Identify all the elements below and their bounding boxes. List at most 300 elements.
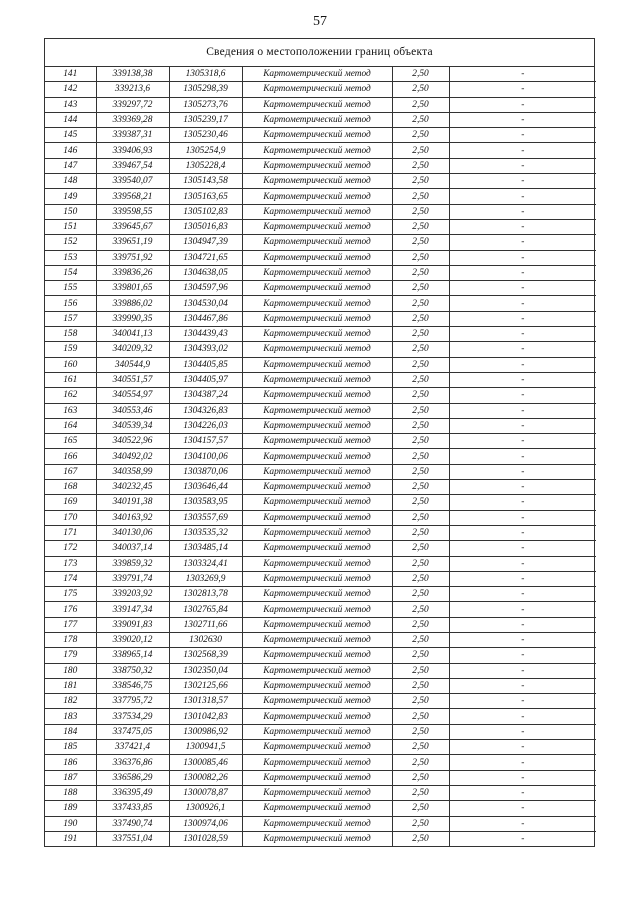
- method-cell: Картометрический метод: [242, 541, 392, 556]
- note-cell: -: [449, 663, 596, 678]
- note-cell: -: [449, 755, 596, 770]
- y-coordinate-cell: 1305239,17: [169, 112, 242, 127]
- note-cell: -: [449, 143, 596, 158]
- method-cell: Картометрический метод: [242, 189, 392, 204]
- point-number-cell: 148: [45, 174, 96, 189]
- method-cell: Картометрический метод: [242, 112, 392, 127]
- y-coordinate-cell: 1305102,83: [169, 204, 242, 219]
- point-number-cell: 176: [45, 602, 96, 617]
- table-row: [45, 128, 596, 143]
- y-coordinate-cell: 1302813,78: [169, 587, 242, 602]
- accuracy-cell: 2,50: [392, 82, 449, 97]
- y-coordinate-cell: 1304157,57: [169, 434, 242, 449]
- y-coordinate-cell: 1303870,06: [169, 464, 242, 479]
- table-row: [45, 434, 596, 449]
- y-coordinate-cell: 1300941,5: [169, 740, 242, 755]
- accuracy-cell: 2,50: [392, 403, 449, 418]
- accuracy-cell: 2,50: [392, 235, 449, 250]
- accuracy-cell: 2,50: [392, 694, 449, 709]
- accuracy-cell: 2,50: [392, 449, 449, 464]
- table-row: [45, 816, 596, 831]
- table-row: [45, 250, 596, 265]
- x-coordinate-cell: 339467,54: [96, 158, 169, 173]
- x-coordinate-cell: 339297,72: [96, 97, 169, 112]
- y-coordinate-cell: 1300082,26: [169, 770, 242, 785]
- method-cell: Картометрический метод: [242, 250, 392, 265]
- y-coordinate-cell: 1304393,02: [169, 342, 242, 357]
- accuracy-cell: 2,50: [392, 357, 449, 372]
- y-coordinate-cell: 1303269,9: [169, 571, 242, 586]
- note-cell: -: [449, 204, 596, 219]
- accuracy-cell: 2,50: [392, 632, 449, 647]
- x-coordinate-cell: 340130,06: [96, 525, 169, 540]
- method-cell: Картометрический метод: [242, 418, 392, 433]
- note-cell: -: [449, 403, 596, 418]
- note-cell: -: [449, 785, 596, 800]
- table-row: [45, 556, 596, 571]
- table-row: [45, 67, 596, 82]
- point-number-cell: 144: [45, 112, 96, 127]
- method-cell: Картометрический метод: [242, 602, 392, 617]
- accuracy-cell: 2,50: [392, 525, 449, 540]
- accuracy-cell: 2,50: [392, 480, 449, 495]
- y-coordinate-cell: 1305230,46: [169, 128, 242, 143]
- table-row: [45, 372, 596, 387]
- table-row: [45, 663, 596, 678]
- y-coordinate-cell: 1303535,32: [169, 525, 242, 540]
- point-number-cell: 143: [45, 97, 96, 112]
- note-cell: -: [449, 434, 596, 449]
- method-cell: Картометрический метод: [242, 816, 392, 831]
- table-row: [45, 541, 596, 556]
- method-cell: Картометрический метод: [242, 235, 392, 250]
- accuracy-cell: 2,50: [392, 740, 449, 755]
- note-cell: -: [449, 740, 596, 755]
- table-row: [45, 281, 596, 296]
- method-cell: Картометрический метод: [242, 495, 392, 510]
- point-number-cell: 153: [45, 250, 96, 265]
- accuracy-cell: 2,50: [392, 112, 449, 127]
- table-row: [45, 831, 596, 846]
- method-cell: Картометрический метод: [242, 327, 392, 342]
- table-row: [45, 480, 596, 495]
- y-coordinate-cell: 1304947,39: [169, 235, 242, 250]
- accuracy-cell: 2,50: [392, 571, 449, 586]
- x-coordinate-cell: 337534,29: [96, 709, 169, 724]
- point-number-cell: 146: [45, 143, 96, 158]
- note-cell: -: [449, 418, 596, 433]
- method-cell: Картометрический метод: [242, 480, 392, 495]
- point-number-cell: 171: [45, 525, 96, 540]
- y-coordinate-cell: 1303557,69: [169, 510, 242, 525]
- y-coordinate-cell: 1304530,04: [169, 296, 242, 311]
- point-number-cell: 141: [45, 67, 96, 82]
- x-coordinate-cell: 339406,93: [96, 143, 169, 158]
- table-row: [45, 357, 596, 372]
- note-cell: -: [449, 265, 596, 280]
- note-cell: -: [449, 97, 596, 112]
- note-cell: -: [449, 724, 596, 739]
- y-coordinate-cell: 1304100,06: [169, 449, 242, 464]
- accuracy-cell: 2,50: [392, 158, 449, 173]
- method-cell: Картометрический метод: [242, 372, 392, 387]
- method-cell: Картометрический метод: [242, 587, 392, 602]
- accuracy-cell: 2,50: [392, 174, 449, 189]
- method-cell: Картометрический метод: [242, 82, 392, 97]
- y-coordinate-cell: 1300085,46: [169, 755, 242, 770]
- point-number-cell: 181: [45, 678, 96, 693]
- x-coordinate-cell: 340522,96: [96, 434, 169, 449]
- method-cell: Картометрический метод: [242, 617, 392, 632]
- table-row: [45, 311, 596, 326]
- table-row: [45, 219, 596, 234]
- x-coordinate-cell: 336586,29: [96, 770, 169, 785]
- method-cell: Картометрический метод: [242, 663, 392, 678]
- table-row: [45, 495, 596, 510]
- point-number-cell: 159: [45, 342, 96, 357]
- y-coordinate-cell: 1305016,83: [169, 219, 242, 234]
- accuracy-cell: 2,50: [392, 143, 449, 158]
- accuracy-cell: 2,50: [392, 204, 449, 219]
- y-coordinate-cell: 1301318,57: [169, 694, 242, 709]
- y-coordinate-cell: 1305143,58: [169, 174, 242, 189]
- x-coordinate-cell: 339138,38: [96, 67, 169, 82]
- point-number-cell: 152: [45, 235, 96, 250]
- accuracy-cell: 2,50: [392, 296, 449, 311]
- accuracy-cell: 2,50: [392, 372, 449, 387]
- note-cell: -: [449, 372, 596, 387]
- accuracy-cell: 2,50: [392, 801, 449, 816]
- point-number-cell: 185: [45, 740, 96, 755]
- note-cell: -: [449, 174, 596, 189]
- x-coordinate-cell: 339651,19: [96, 235, 169, 250]
- table-row: [45, 755, 596, 770]
- method-cell: Картометрический метод: [242, 296, 392, 311]
- x-coordinate-cell: 336395,49: [96, 785, 169, 800]
- y-coordinate-cell: 1302711,66: [169, 617, 242, 632]
- point-number-cell: 151: [45, 219, 96, 234]
- table-row: [45, 204, 596, 219]
- table-row: [45, 602, 596, 617]
- accuracy-cell: 2,50: [392, 755, 449, 770]
- x-coordinate-cell: 340358,99: [96, 464, 169, 479]
- table-row: [45, 464, 596, 479]
- method-cell: Картометрический метод: [242, 265, 392, 280]
- x-coordinate-cell: 340163,92: [96, 510, 169, 525]
- point-number-cell: 182: [45, 694, 96, 709]
- y-coordinate-cell: 1303324,41: [169, 556, 242, 571]
- method-cell: Картометрический метод: [242, 770, 392, 785]
- note-cell: -: [449, 632, 596, 647]
- accuracy-cell: 2,50: [392, 556, 449, 571]
- accuracy-cell: 2,50: [392, 434, 449, 449]
- y-coordinate-cell: 1304326,83: [169, 403, 242, 418]
- note-cell: -: [449, 82, 596, 97]
- point-number-cell: 186: [45, 755, 96, 770]
- y-coordinate-cell: 1304439,43: [169, 327, 242, 342]
- y-coordinate-cell: 1304387,24: [169, 388, 242, 403]
- note-cell: -: [449, 158, 596, 173]
- accuracy-cell: 2,50: [392, 250, 449, 265]
- x-coordinate-cell: 339645,67: [96, 219, 169, 234]
- method-cell: Картометрический метод: [242, 831, 392, 846]
- point-number-cell: 167: [45, 464, 96, 479]
- x-coordinate-cell: 339203,92: [96, 587, 169, 602]
- point-number-cell: 157: [45, 311, 96, 326]
- table-row: [45, 785, 596, 800]
- method-cell: Картометрический метод: [242, 357, 392, 372]
- table-row: [45, 724, 596, 739]
- y-coordinate-cell: 1304638,05: [169, 265, 242, 280]
- point-number-cell: 150: [45, 204, 96, 219]
- accuracy-cell: 2,50: [392, 418, 449, 433]
- x-coordinate-cell: 337475,05: [96, 724, 169, 739]
- accuracy-cell: 2,50: [392, 495, 449, 510]
- note-cell: -: [449, 449, 596, 464]
- x-coordinate-cell: 339213,6: [96, 82, 169, 97]
- accuracy-cell: 2,50: [392, 189, 449, 204]
- method-cell: Картометрический метод: [242, 755, 392, 770]
- method-cell: Картометрический метод: [242, 342, 392, 357]
- table-row: [45, 648, 596, 663]
- table-title: Сведения о местоположении границ объекта: [45, 39, 594, 67]
- note-cell: -: [449, 648, 596, 663]
- y-coordinate-cell: 1305163,65: [169, 189, 242, 204]
- point-number-cell: 180: [45, 663, 96, 678]
- table-row: [45, 709, 596, 724]
- accuracy-cell: 2,50: [392, 281, 449, 296]
- y-coordinate-cell: 1300926,1: [169, 801, 242, 816]
- y-coordinate-cell: 1300974,06: [169, 816, 242, 831]
- note-cell: -: [449, 388, 596, 403]
- method-cell: Картометрический метод: [242, 694, 392, 709]
- method-cell: Картометрический метод: [242, 678, 392, 693]
- x-coordinate-cell: 337795,72: [96, 694, 169, 709]
- y-coordinate-cell: 1301028,59: [169, 831, 242, 846]
- point-number-cell: 168: [45, 480, 96, 495]
- note-cell: -: [449, 816, 596, 831]
- accuracy-cell: 2,50: [392, 785, 449, 800]
- method-cell: Картометрический метод: [242, 143, 392, 158]
- y-coordinate-cell: 1305254,9: [169, 143, 242, 158]
- x-coordinate-cell: 339091,83: [96, 617, 169, 632]
- point-number-cell: 163: [45, 403, 96, 418]
- method-cell: Картометрический метод: [242, 632, 392, 647]
- x-coordinate-cell: 340544,9: [96, 357, 169, 372]
- table-row: [45, 770, 596, 785]
- y-coordinate-cell: 1303583,95: [169, 495, 242, 510]
- table-row: [45, 189, 596, 204]
- y-coordinate-cell: 1305273,76: [169, 97, 242, 112]
- accuracy-cell: 2,50: [392, 388, 449, 403]
- note-cell: -: [449, 571, 596, 586]
- x-coordinate-cell: 340554,97: [96, 388, 169, 403]
- note-cell: -: [449, 67, 596, 82]
- note-cell: -: [449, 831, 596, 846]
- y-coordinate-cell: 1305318,6: [169, 67, 242, 82]
- x-coordinate-cell: 340539,34: [96, 418, 169, 433]
- x-coordinate-cell: 340551,57: [96, 372, 169, 387]
- note-cell: -: [449, 510, 596, 525]
- table-row: [45, 296, 596, 311]
- note-cell: -: [449, 694, 596, 709]
- x-coordinate-cell: 339836,26: [96, 265, 169, 280]
- note-cell: -: [449, 617, 596, 632]
- note-cell: -: [449, 112, 596, 127]
- method-cell: Картометрический метод: [242, 571, 392, 586]
- table-row: [45, 235, 596, 250]
- table-row: [45, 571, 596, 586]
- accuracy-cell: 2,50: [392, 464, 449, 479]
- accuracy-cell: 2,50: [392, 510, 449, 525]
- x-coordinate-cell: 337551,04: [96, 831, 169, 846]
- note-cell: -: [449, 250, 596, 265]
- boundary-points-table: [45, 67, 596, 846]
- table-row: [45, 632, 596, 647]
- point-number-cell: 165: [45, 434, 96, 449]
- accuracy-cell: 2,50: [392, 97, 449, 112]
- x-coordinate-cell: 337490,74: [96, 816, 169, 831]
- accuracy-cell: 2,50: [392, 327, 449, 342]
- point-number-cell: 160: [45, 357, 96, 372]
- y-coordinate-cell: 1302125,66: [169, 678, 242, 693]
- y-coordinate-cell: 1301042,83: [169, 709, 242, 724]
- accuracy-cell: 2,50: [392, 724, 449, 739]
- y-coordinate-cell: 1304226,03: [169, 418, 242, 433]
- table-row: [45, 82, 596, 97]
- accuracy-cell: 2,50: [392, 663, 449, 678]
- x-coordinate-cell: 339147,34: [96, 602, 169, 617]
- point-number-cell: 156: [45, 296, 96, 311]
- y-coordinate-cell: 1300078,87: [169, 785, 242, 800]
- table-row: [45, 525, 596, 540]
- x-coordinate-cell: 340191,38: [96, 495, 169, 510]
- x-coordinate-cell: 339859,32: [96, 556, 169, 571]
- note-cell: -: [449, 770, 596, 785]
- point-number-cell: 183: [45, 709, 96, 724]
- accuracy-cell: 2,50: [392, 709, 449, 724]
- x-coordinate-cell: 339801,65: [96, 281, 169, 296]
- accuracy-cell: 2,50: [392, 587, 449, 602]
- point-number-cell: 191: [45, 831, 96, 846]
- boundary-table-sheet: [44, 38, 595, 847]
- table-row: [45, 617, 596, 632]
- y-coordinate-cell: 1300986,92: [169, 724, 242, 739]
- accuracy-cell: 2,50: [392, 770, 449, 785]
- method-cell: Картометрический метод: [242, 174, 392, 189]
- table-row: [45, 265, 596, 280]
- table-row: [45, 403, 596, 418]
- accuracy-cell: 2,50: [392, 602, 449, 617]
- y-coordinate-cell: 1303646,44: [169, 480, 242, 495]
- point-number-cell: 164: [45, 418, 96, 433]
- point-number-cell: 162: [45, 388, 96, 403]
- accuracy-cell: 2,50: [392, 265, 449, 280]
- method-cell: Картометрический метод: [242, 449, 392, 464]
- method-cell: Картометрический метод: [242, 281, 392, 296]
- method-cell: Картометрический метод: [242, 388, 392, 403]
- note-cell: -: [449, 495, 596, 510]
- point-number-cell: 188: [45, 785, 96, 800]
- point-number-cell: 184: [45, 724, 96, 739]
- table-row: [45, 97, 596, 112]
- x-coordinate-cell: 337421,4: [96, 740, 169, 755]
- table-row: [45, 112, 596, 127]
- x-coordinate-cell: 338546,75: [96, 678, 169, 693]
- point-number-cell: 170: [45, 510, 96, 525]
- x-coordinate-cell: 339568,21: [96, 189, 169, 204]
- note-cell: -: [449, 556, 596, 571]
- accuracy-cell: 2,50: [392, 67, 449, 82]
- table-row: [45, 158, 596, 173]
- point-number-cell: 172: [45, 541, 96, 556]
- x-coordinate-cell: 340492,02: [96, 449, 169, 464]
- table-row: [45, 174, 596, 189]
- note-cell: -: [449, 311, 596, 326]
- y-coordinate-cell: 1303485,14: [169, 541, 242, 556]
- y-coordinate-cell: 1302568,39: [169, 648, 242, 663]
- x-coordinate-cell: 340232,45: [96, 480, 169, 495]
- accuracy-cell: 2,50: [392, 678, 449, 693]
- method-cell: Картометрический метод: [242, 724, 392, 739]
- point-number-cell: 158: [45, 327, 96, 342]
- table-row: [45, 587, 596, 602]
- point-number-cell: 169: [45, 495, 96, 510]
- table-body: [45, 67, 596, 846]
- method-cell: Картометрический метод: [242, 556, 392, 571]
- table-row: [45, 678, 596, 693]
- x-coordinate-cell: 338965,14: [96, 648, 169, 663]
- method-cell: Картометрический метод: [242, 403, 392, 418]
- method-cell: Картометрический метод: [242, 204, 392, 219]
- method-cell: Картометрический метод: [242, 219, 392, 234]
- note-cell: -: [449, 281, 596, 296]
- x-coordinate-cell: 337433,85: [96, 801, 169, 816]
- point-number-cell: 173: [45, 556, 96, 571]
- x-coordinate-cell: 339791,74: [96, 571, 169, 586]
- note-cell: -: [449, 709, 596, 724]
- method-cell: Картометрический метод: [242, 510, 392, 525]
- x-coordinate-cell: 339751,92: [96, 250, 169, 265]
- method-cell: Картометрический метод: [242, 525, 392, 540]
- accuracy-cell: 2,50: [392, 648, 449, 663]
- point-number-cell: 179: [45, 648, 96, 663]
- note-cell: -: [449, 464, 596, 479]
- x-coordinate-cell: 340209,32: [96, 342, 169, 357]
- table-row: [45, 740, 596, 755]
- note-cell: -: [449, 342, 596, 357]
- x-coordinate-cell: 340037,14: [96, 541, 169, 556]
- note-cell: -: [449, 525, 596, 540]
- point-number-cell: 175: [45, 587, 96, 602]
- x-coordinate-cell: 339990,35: [96, 311, 169, 326]
- x-coordinate-cell: 338750,32: [96, 663, 169, 678]
- y-coordinate-cell: 1302350,04: [169, 663, 242, 678]
- y-coordinate-cell: 1304597,96: [169, 281, 242, 296]
- note-cell: -: [449, 678, 596, 693]
- x-coordinate-cell: 339598,55: [96, 204, 169, 219]
- accuracy-cell: 2,50: [392, 342, 449, 357]
- note-cell: -: [449, 189, 596, 204]
- method-cell: Картометрический метод: [242, 785, 392, 800]
- x-coordinate-cell: 339387,31: [96, 128, 169, 143]
- method-cell: Картометрический метод: [242, 648, 392, 663]
- point-number-cell: 178: [45, 632, 96, 647]
- x-coordinate-cell: 340041,13: [96, 327, 169, 342]
- method-cell: Картометрический метод: [242, 740, 392, 755]
- note-cell: -: [449, 296, 596, 311]
- method-cell: Картометрический метод: [242, 128, 392, 143]
